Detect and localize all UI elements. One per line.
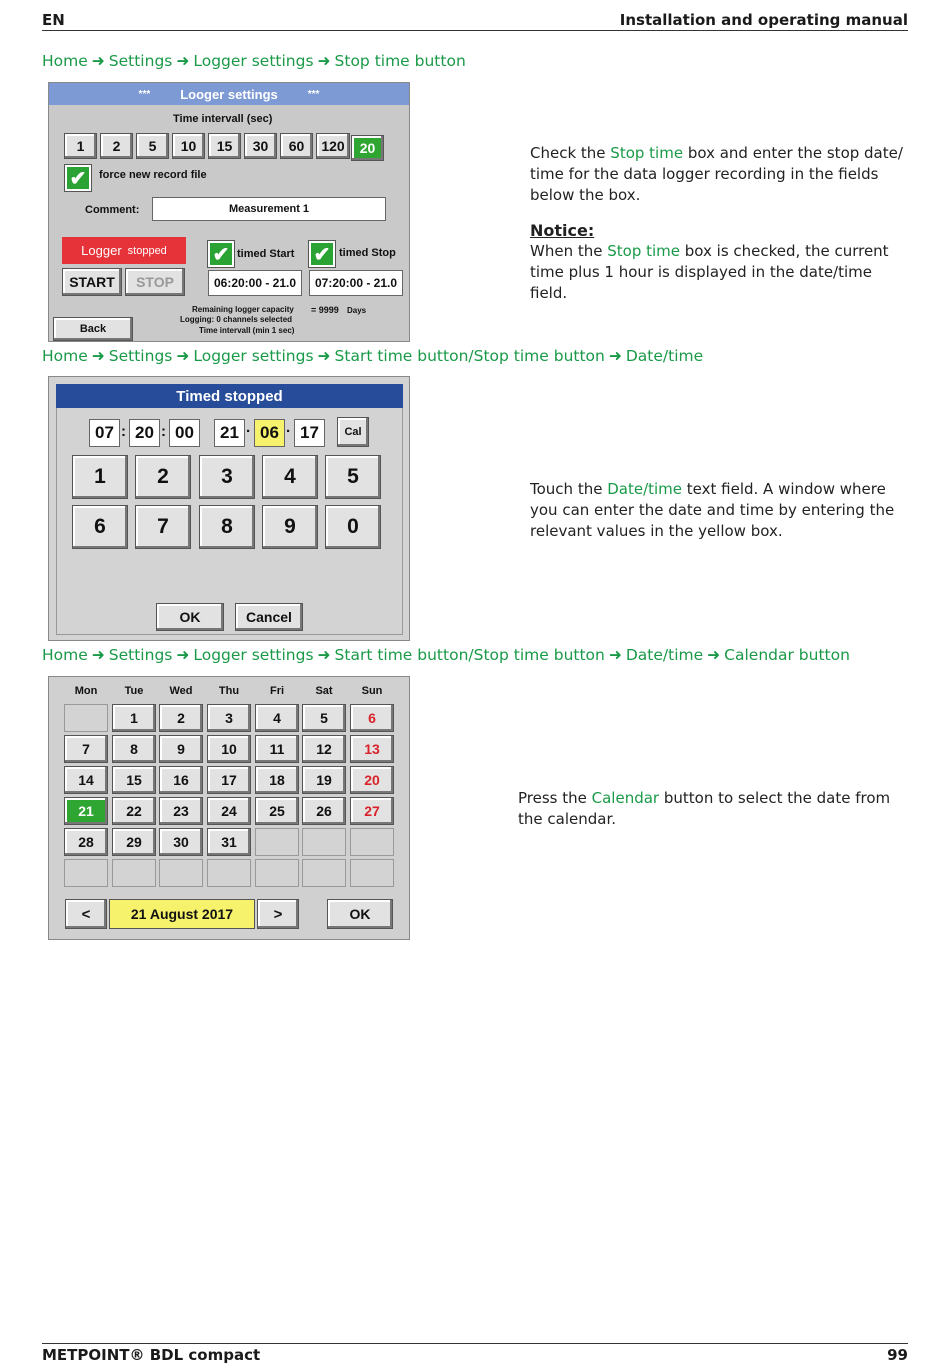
- check-icon: ✔: [313, 243, 331, 266]
- status-word-logger: Logger: [81, 243, 122, 258]
- calendar-day-4[interactable]: 4: [255, 704, 299, 732]
- breadcrumb-stop-time: [42, 52, 466, 70]
- logger-title: Looger settings: [180, 86, 278, 102]
- interval-button-1[interactable]: 1: [64, 133, 97, 159]
- calendar-empty-cell: [302, 859, 346, 887]
- calendar-day-18[interactable]: 18: [255, 766, 299, 794]
- interval-button-20[interactable]: 20: [351, 135, 384, 161]
- arrow-icon: ➜: [91, 52, 105, 70]
- breadcrumb-date-time: [42, 347, 703, 365]
- breadcrumb-item[interactable]: Settings: [108, 646, 173, 664]
- breadcrumb-calendar: [42, 646, 850, 664]
- breadcrumb-item[interactable]: Date/time: [625, 646, 704, 664]
- calendar-day-22[interactable]: 22: [112, 797, 156, 825]
- datetime-field-4[interactable]: 06: [254, 419, 285, 447]
- weekday-thu: Thu: [218, 685, 240, 697]
- calendar-day-5[interactable]: 5: [302, 704, 346, 732]
- calendar-day-1[interactable]: 1: [112, 704, 156, 732]
- calendar-empty-cell: [207, 859, 251, 887]
- capacity-unit: Days: [347, 306, 367, 315]
- selected-date-display: 21 August 2017: [109, 899, 255, 929]
- number-key-8[interactable]: 8: [199, 505, 255, 549]
- breadcrumb-item[interactable]: Stop time button: [334, 52, 466, 70]
- calendar-day-16[interactable]: 16: [159, 766, 203, 794]
- footer-divider: [42, 1343, 908, 1344]
- calendar-day-27[interactable]: 27: [350, 797, 394, 825]
- calendar-empty-cell: [64, 704, 108, 732]
- interval-button-10[interactable]: 10: [172, 133, 205, 159]
- breadcrumb-item[interactable]: Logger settings: [193, 347, 314, 365]
- calendar-screen: [48, 676, 410, 940]
- weekday-mon: Mon: [74, 685, 98, 697]
- arrow-icon: ➜: [176, 646, 190, 664]
- separator: :: [161, 423, 166, 440]
- stop-button[interactable]: STOP: [125, 268, 185, 296]
- arrow-icon: ➜: [317, 646, 331, 664]
- breadcrumb-item[interactable]: Logger settings: [193, 52, 314, 70]
- breadcrumb-item[interactable]: Home: [42, 52, 88, 70]
- calendar-day-19[interactable]: 19: [302, 766, 346, 794]
- arrow-icon: ➜: [317, 347, 331, 365]
- number-key-1[interactable]: 1: [72, 455, 128, 499]
- breadcrumb-item[interactable]: Home: [42, 347, 88, 365]
- calendar-day-20[interactable]: 20: [350, 766, 394, 794]
- datetime-field-5[interactable]: 17: [294, 419, 325, 447]
- page-number: 99: [887, 1346, 908, 1364]
- calendar-day-9[interactable]: 9: [159, 735, 203, 763]
- arrow-icon: ➜: [176, 52, 190, 70]
- interval-label: Time intervall (sec): [173, 113, 273, 125]
- calendar-day-2[interactable]: 2: [159, 704, 203, 732]
- calendar-empty-cell: [112, 859, 156, 887]
- logger-title-bar: [49, 83, 409, 105]
- calendar-day-13[interactable]: 13: [350, 735, 394, 763]
- arrow-icon: ➜: [707, 646, 721, 664]
- arrow-icon: ➜: [91, 347, 105, 365]
- number-key-5[interactable]: 5: [325, 455, 381, 499]
- calendar-day-25[interactable]: 25: [255, 797, 299, 825]
- next-month-button[interactable]: >: [257, 899, 299, 929]
- breadcrumb-item[interactable]: Logger settings: [193, 646, 314, 664]
- breadcrumb-item[interactable]: Start time button/Stop time button: [334, 646, 605, 664]
- force-record-label: force new record file: [99, 169, 207, 181]
- calendar-day-30[interactable]: 30: [159, 828, 203, 856]
- calendar-day-21[interactable]: 21: [64, 797, 108, 825]
- language-code: EN: [42, 11, 65, 29]
- calendar-empty-cell: [302, 828, 346, 856]
- calendar-day-23[interactable]: 23: [159, 797, 203, 825]
- calendar-day-24[interactable]: 24: [207, 797, 251, 825]
- separator: :: [121, 423, 126, 440]
- calendar-day-7[interactable]: 7: [64, 735, 108, 763]
- weekday-sat: Sat: [315, 685, 333, 697]
- calendar-day-31[interactable]: 31: [207, 828, 251, 856]
- notice-heading: Notice:: [530, 221, 595, 240]
- description-calendar: Press the Calendar button to select the date from the calendar.: [518, 789, 891, 828]
- calendar-day-14[interactable]: 14: [64, 766, 108, 794]
- breadcrumb-item[interactable]: Home: [42, 646, 88, 664]
- capacity-value: = 9999: [311, 305, 339, 315]
- calendar-day-15[interactable]: 15: [112, 766, 156, 794]
- number-key-7[interactable]: 7: [135, 505, 191, 549]
- interval-button-120[interactable]: 120: [316, 133, 350, 159]
- interval-button-60[interactable]: 60: [280, 133, 313, 159]
- calendar-empty-cell: [159, 859, 203, 887]
- calendar-empty-cell: [350, 828, 394, 856]
- calendar-day-8[interactable]: 8: [112, 735, 156, 763]
- title-stars-left: ***: [138, 88, 151, 100]
- datetime-field-0[interactable]: 07: [89, 419, 120, 447]
- calendar-day-12[interactable]: 12: [302, 735, 346, 763]
- calendar-empty-cell: [350, 859, 394, 887]
- breadcrumb-item[interactable]: Settings: [108, 52, 173, 70]
- interval-note: Time intervall (min 1 sec): [199, 326, 295, 335]
- manual-title: Installation and operating manual: [619, 11, 908, 29]
- number-key-9[interactable]: 9: [262, 505, 318, 549]
- header-divider: [42, 30, 908, 31]
- interval-button-30[interactable]: 30: [244, 133, 277, 159]
- arrow-icon: ➜: [317, 52, 331, 70]
- timed-start-label: timed Start: [237, 248, 295, 260]
- comment-label: Comment:: [85, 204, 140, 216]
- arrow-icon: ➜: [608, 646, 622, 664]
- number-key-4[interactable]: 4: [262, 455, 318, 499]
- calendar-day-29[interactable]: 29: [112, 828, 156, 856]
- arrow-icon: ➜: [176, 347, 190, 365]
- calendar-button[interactable]: Cal: [337, 417, 369, 447]
- start-button[interactable]: START: [62, 268, 122, 296]
- number-key-0[interactable]: 0: [325, 505, 381, 549]
- weekday-wed: Wed: [169, 685, 193, 697]
- force-record-checkbox[interactable]: [65, 165, 91, 191]
- number-key-6[interactable]: 6: [72, 505, 128, 549]
- title-stars-right: ***: [307, 88, 320, 100]
- calendar-empty-cell: [255, 859, 299, 887]
- calendar-empty-cell: [255, 828, 299, 856]
- calendar-day-10[interactable]: 10: [207, 735, 251, 763]
- calendar-ok-button[interactable]: OK: [327, 899, 393, 929]
- separator: ·: [286, 423, 291, 440]
- description-stop-time: Check the Stop time box and enter the stop date/ time for the data logger recording in the fields below the box. Notice: When the Stop time box is checked, the current time plus 1 hour is displayed in the date/time field.: [530, 143, 905, 304]
- ok-button[interactable]: OK: [156, 603, 224, 631]
- timed-stopped-title: Timed stopped: [56, 384, 403, 408]
- calendar-day-17[interactable]: 17: [207, 766, 251, 794]
- datetime-field-3[interactable]: 21: [214, 419, 245, 447]
- datetime-field-1[interactable]: 20: [129, 419, 160, 447]
- timed-stopped-screen: [48, 376, 410, 641]
- arrow-icon: ➜: [608, 347, 622, 365]
- check-icon: ✔: [69, 167, 87, 190]
- back-button[interactable]: Back: [53, 317, 133, 341]
- timed-start-checkbox[interactable]: [208, 241, 234, 267]
- breadcrumb-item[interactable]: Date/time: [625, 347, 704, 365]
- logger-status-badge: [62, 237, 186, 264]
- interval-button-15[interactable]: 15: [208, 133, 241, 159]
- interval-button-5[interactable]: 5: [136, 133, 169, 159]
- logging-channels: Logging: 0 channels selected: [180, 315, 293, 324]
- weekday-fri: Fri: [269, 685, 285, 697]
- stop-datetime-field[interactable]: 07:20:00 - 21.0: [309, 270, 403, 296]
- product-name: METPOINT® BDL compact: [42, 1346, 261, 1364]
- weekday-sun: Sun: [361, 685, 383, 697]
- arrow-icon: ➜: [91, 646, 105, 664]
- separator: ·: [246, 423, 251, 440]
- breadcrumb-item[interactable]: Calendar button: [724, 646, 850, 664]
- cancel-button[interactable]: Cancel: [235, 603, 303, 631]
- number-key-3[interactable]: 3: [199, 455, 255, 499]
- breadcrumb-item[interactable]: Settings: [108, 347, 173, 365]
- description-date-time: Touch the Date/time text field. A window where you can enter the date and time by entering the relevant values in the yellow box.: [530, 480, 895, 540]
- timed-stop-label: timed Stop: [339, 247, 396, 259]
- timed-stop-checkbox[interactable]: [309, 241, 335, 267]
- interval-button-2[interactable]: 2: [100, 133, 133, 159]
- breadcrumb-item[interactable]: Start time button/Stop time button: [334, 347, 605, 365]
- calendar-day-6[interactable]: 6: [350, 704, 394, 732]
- calendar-day-3[interactable]: 3: [207, 704, 251, 732]
- check-icon: ✔: [212, 243, 230, 266]
- weekday-tue: Tue: [124, 685, 144, 697]
- status-word-stopped: stopped: [127, 244, 167, 257]
- capacity-label: Remaining logger capacity: [192, 305, 294, 314]
- previous-month-button[interactable]: <: [65, 899, 107, 929]
- logger-settings-screen: [48, 82, 410, 342]
- start-datetime-field[interactable]: 06:20:00 - 21.0: [208, 270, 302, 296]
- datetime-field-2[interactable]: 00: [169, 419, 200, 447]
- number-key-2[interactable]: 2: [135, 455, 191, 499]
- calendar-day-28[interactable]: 28: [64, 828, 108, 856]
- calendar-day-11[interactable]: 11: [255, 735, 299, 763]
- calendar-empty-cell: [64, 859, 108, 887]
- calendar-day-26[interactable]: 26: [302, 797, 346, 825]
- comment-input[interactable]: Measurement 1: [152, 197, 386, 221]
